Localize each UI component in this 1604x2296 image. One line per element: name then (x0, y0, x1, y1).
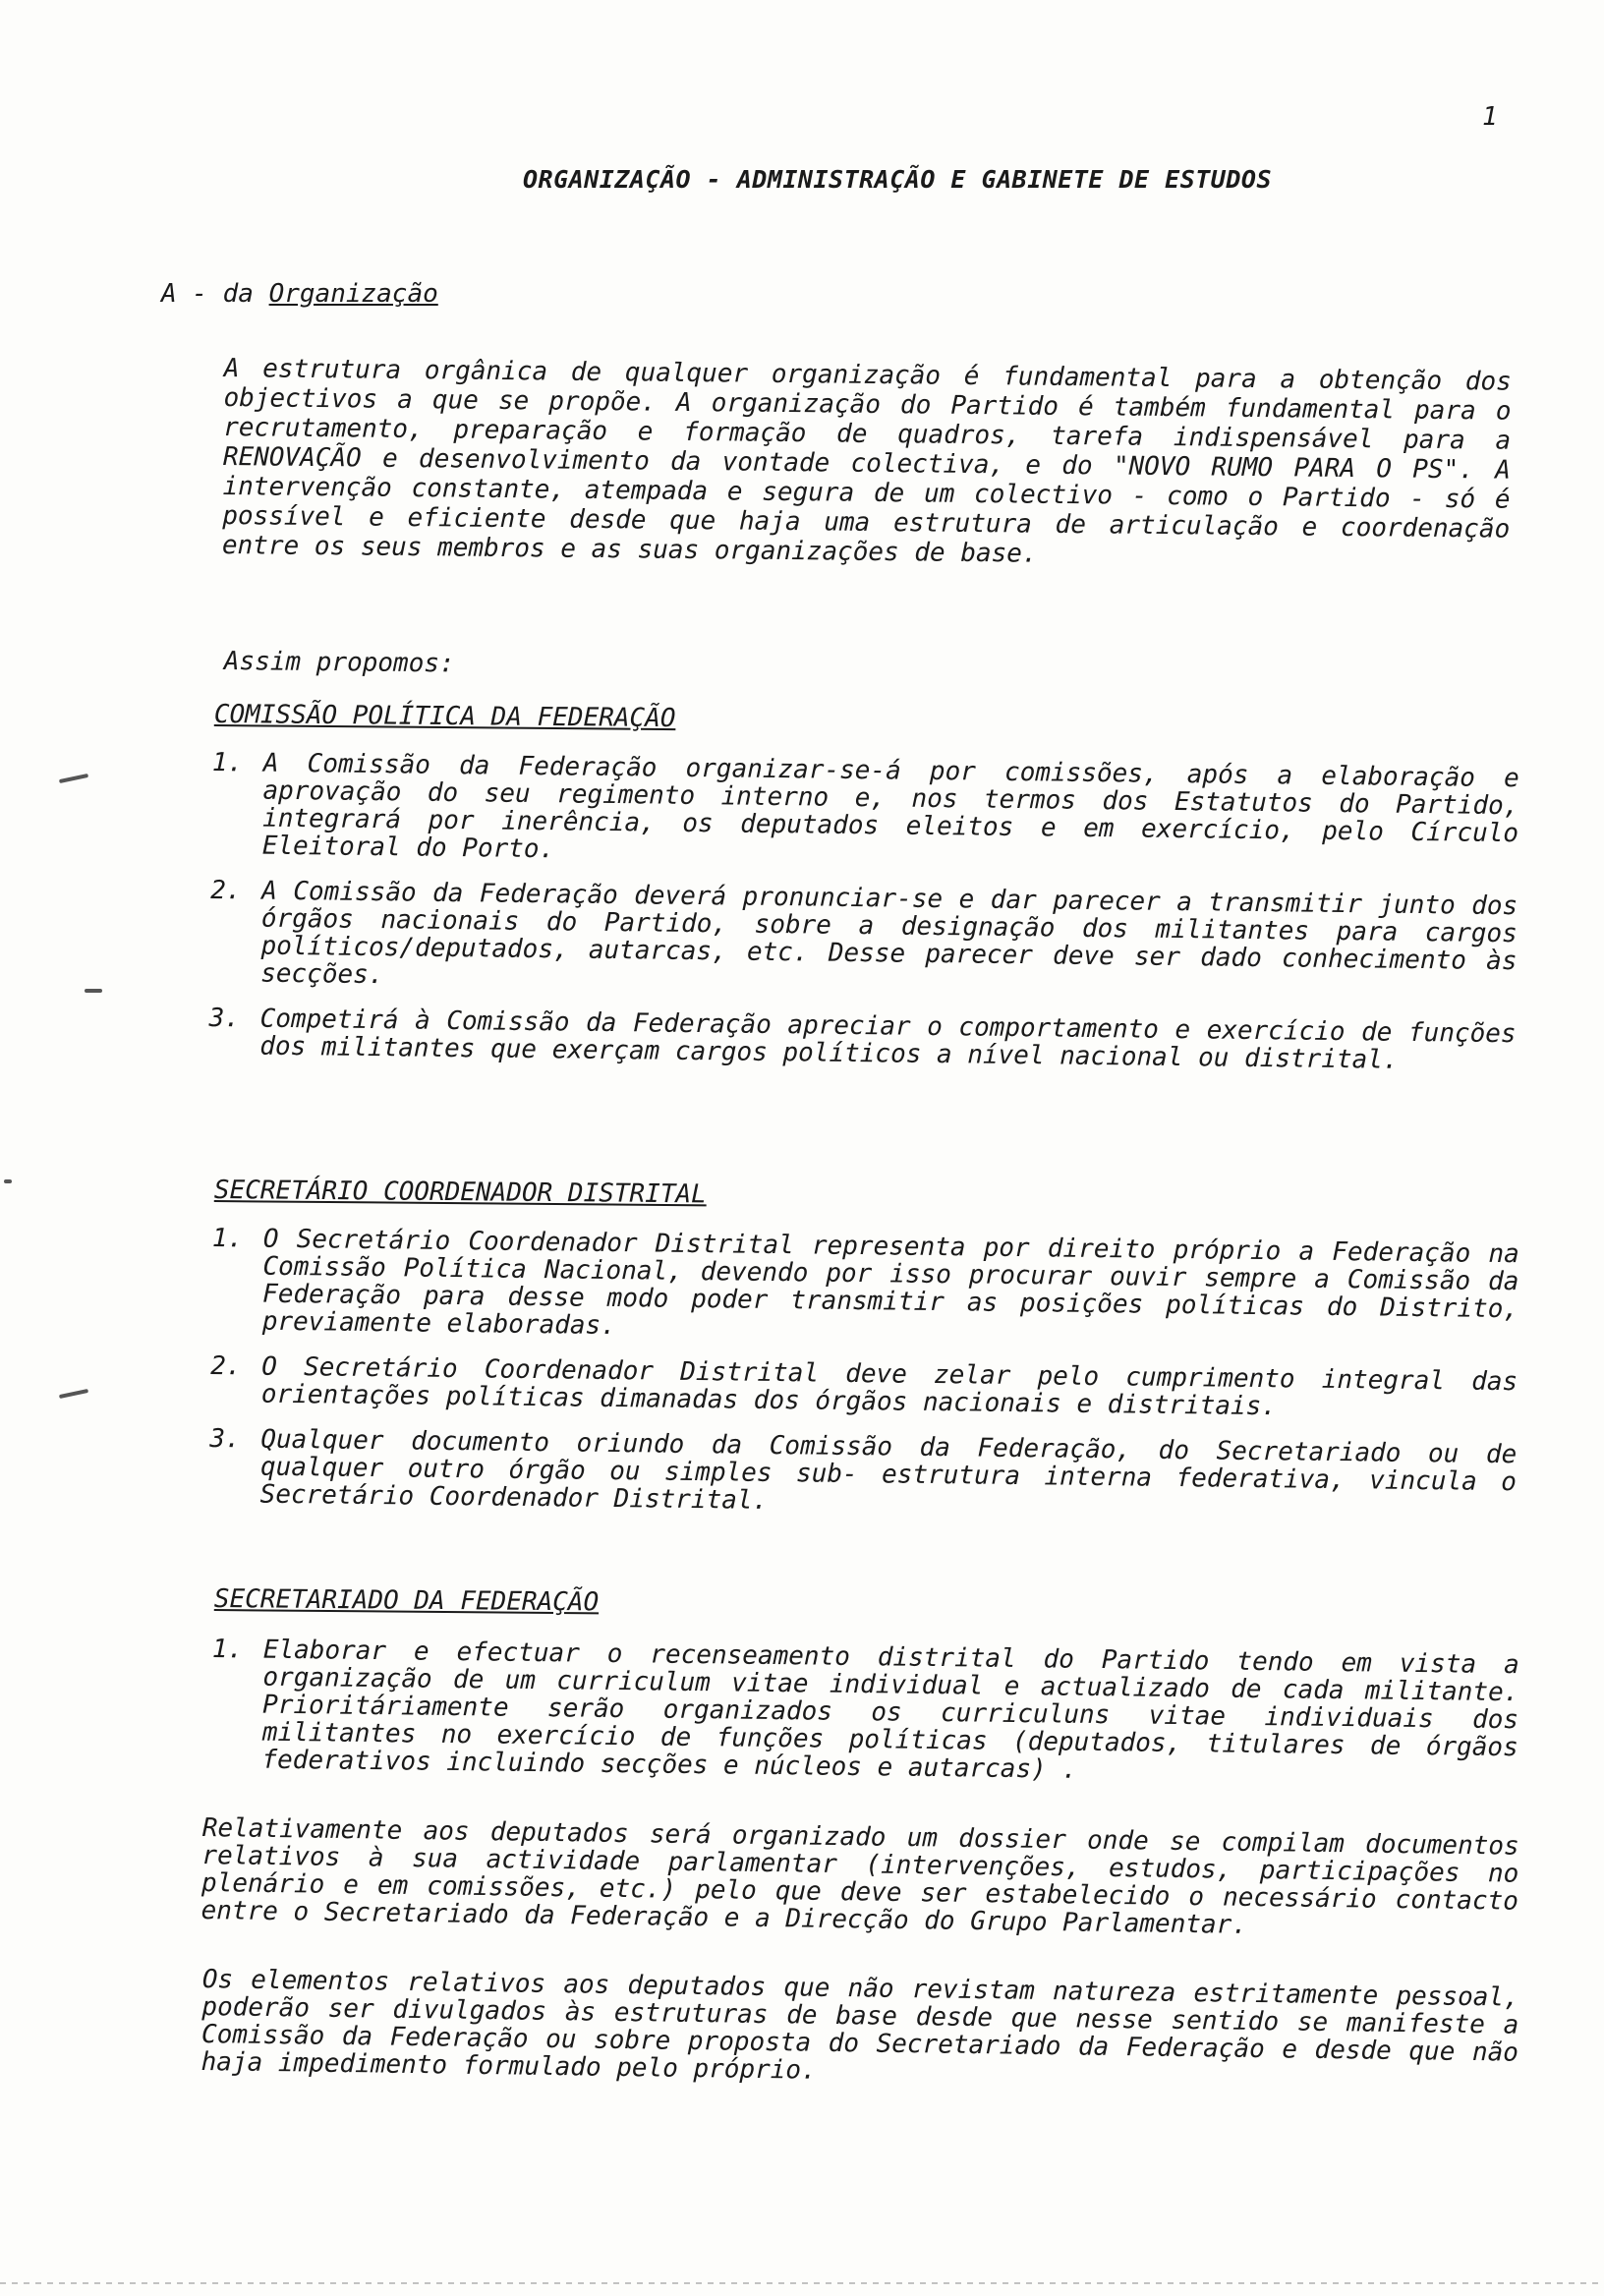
list-item (208, 1004, 1517, 1075)
list-text: Elaborar e efectuar o recenseamento distrital do Partido tendo em vista a organização de um curriculum vitae individual e actualizado de cada militante. Prioritáriamente serão organizados os curriculuns vitae individuais dos militantes no exercício de funções políticas (deputados, titulares de órgãos federativos incluindo secções e núcleos e autarcas) . (261, 1635, 1519, 1785)
list-item (211, 749, 1519, 875)
list-number: 1. (211, 748, 244, 778)
section-a-heading (161, 279, 438, 309)
section-a-prefix: A - da (161, 279, 269, 309)
list-item (209, 877, 1518, 1003)
list-text: A Comissão da Federação deverá pronunciar-se e dar parecer a transmitir junto dos órgãos nacionais do Partido, sobre a designação dos militantes para cargos políticos/deputados, autarcas, etc. Desse parecer deve ser dado conhecimento às secções. (260, 876, 1518, 991)
assim-block (224, 647, 1512, 690)
intro-block (222, 354, 1512, 574)
list-item (208, 1425, 1517, 1523)
scan-margin-mark (59, 774, 88, 783)
list-item (210, 1352, 1518, 1423)
list-number: 1. (211, 1224, 244, 1254)
secretariado-paragraph-1: Relativamente aos deputados será organizado um dossier onde se compilam documentos relativos à sua actividade parlamentar (intervenções, estudos, participações no plenário e em comissões, etc.) pelo que deve ser estabelecido o necessário contacto entre o Secretariado da Federação e a Direcção do Grupo Parlamentar. (200, 1813, 1519, 1940)
list-number: 2. (210, 1350, 242, 1382)
comissao-list (208, 749, 1519, 1093)
secretario-list (208, 1225, 1519, 1541)
list-item (211, 1225, 1519, 1350)
secretariado-list (210, 1636, 1519, 1807)
list-text: O Secretário Coordenador Distrital deve zelar pelo cumprimento integral das orientações políticas dimanadas dos órgãos nacionais e distritais. (260, 1351, 1518, 1422)
section-a-title: Organização (268, 279, 438, 309)
list-text: Competirá à Comissão da Federação apreciar o comportamento e exercício de funções dos militantes que exerçam cargos políticos a nível nacional ou distrital. (259, 1004, 1517, 1075)
scan-margin-mark (4, 1179, 12, 1183)
list-text: A Comissão da Federação organizar-se-á por comissões, após a elaboração e aprovação do seu regimento interno e, nos termos dos Estatutos do Partido, integrará por inerência, os deputados eleitos e em exercício, pelo Círculo Eleitoral do Porto. (261, 748, 1519, 865)
scan-margin-mark (85, 989, 102, 993)
secretario-heading: SECRETÁRIO COORDENADOR DISTRITAL (213, 1176, 707, 1210)
list-number: 1. (211, 1635, 244, 1665)
scan-bottom-edge (0, 2282, 1604, 2284)
scan-margin-mark (59, 1389, 88, 1399)
list-number: 2. (210, 875, 242, 906)
list-number: 3. (209, 1423, 241, 1455)
list-text: O Secretário Coordenador Distrital representa por direito próprio a Federação na Comissão Política Nacional, devendo por isso procurar ouvir sempre a Comissão da Federação para desse modo poder transmitir as posições políticas do Distrito, previamente elaboradas. (261, 1224, 1519, 1342)
list-item (210, 1636, 1519, 1789)
secretariado-paragraph-2: Os elementos relativos aos deputados que não revistam natureza estritamente pessoal, poderão ser divulgados às estruturas de base desde que nesse sentido se manifeste a Comissão da Federação ou sobre proposta do Secretariado da Federação e desde que não haja impedimento formulado pelo próprio. (200, 1965, 1519, 2086)
document-title: ORGANIZAÇÃO - ADMINISTRAÇÃO E GABINETE DE ESTUDOS (523, 165, 1273, 194)
assim-propomos: Assim propomos: (223, 647, 455, 679)
secretariado-heading: SECRETARIADO DA FEDERAÇÃO (213, 1584, 600, 1618)
page-number: 1 (1482, 102, 1498, 132)
list-number: 3. (208, 1003, 241, 1034)
list-text: Qualquer documento oriundo da Comissão da Federação, do Secretariado ou de qualquer outro órgão ou simples sub- estrutura interna federativa, vincula o Secretário Coordenador Distrital. (259, 1424, 1518, 1516)
comissao-heading: COMISSÃO POLÍTICA DA FEDERAÇÃO (213, 700, 676, 734)
intro-paragraph: A estrutura orgânica de qualquer organização é fundamental para a obtenção dos objectivos a que se propõe. A organização do Partido é também fundamental para o recrutamento, preparação e formação de quadros, tarefa indispensável para a RENOVAÇÃO e desenvolvimento da vontade colectiva, e do "NOVO RUMO PARA O PS". A intervenção constante, atempada e segura de um colectivo - como o Partido - só é possível e eficiente desde que haja uma estrutura de articulação e coordenação entre os seus membros e as suas organizações de base. (221, 354, 1512, 569)
